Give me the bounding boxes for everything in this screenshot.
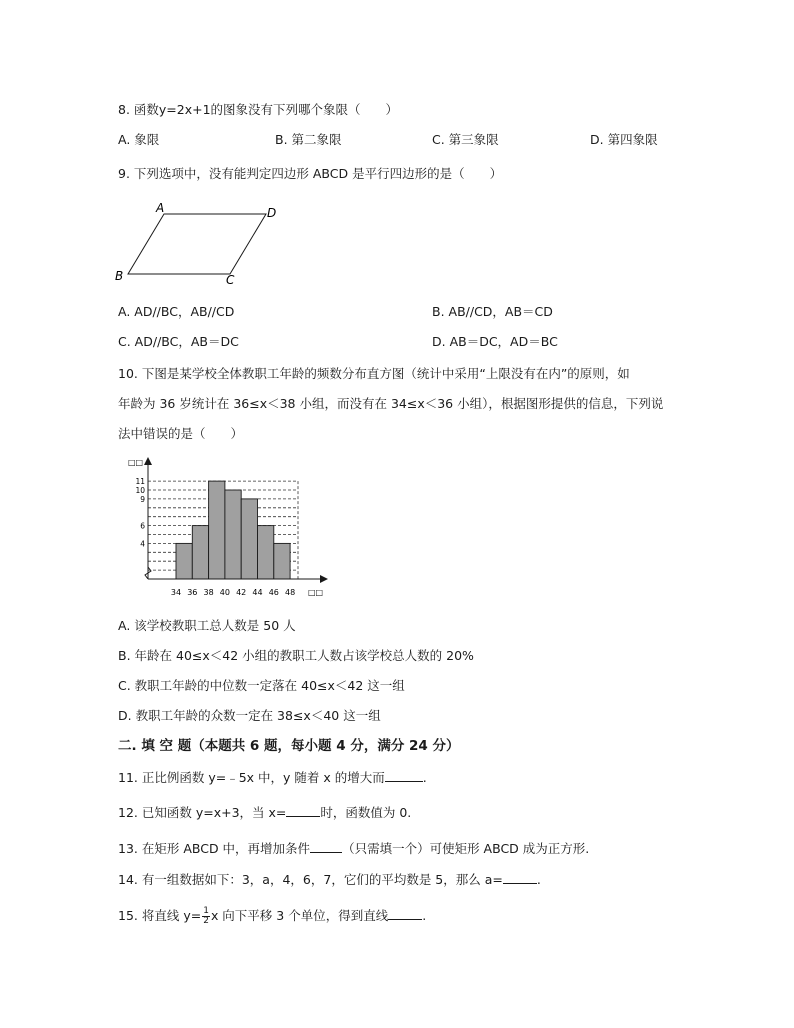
x-tick-label: 48 <box>285 588 296 597</box>
q9-option-c[interactable]: C. AD//BC，AB＝DC <box>118 334 239 349</box>
q15 <box>118 906 426 926</box>
fraction-one-half <box>202 907 210 926</box>
q13 <box>118 840 589 857</box>
x-tick-label: 42 <box>236 588 247 597</box>
vertex-label-b: B <box>115 269 124 283</box>
q11 <box>118 769 427 786</box>
q9-option-b[interactable]: B. AB//CD，AB＝CD <box>432 304 553 319</box>
q8-option-c[interactable]: C. 第三象限 <box>432 132 499 147</box>
q11-text: 11. 正比例函数 y=﹣5x 中，y 随着 x 的增大而 <box>118 770 385 785</box>
histogram-bar <box>258 526 274 579</box>
y-axis-arrow <box>144 457 152 465</box>
age-histogram <box>118 455 333 605</box>
q10-option-c[interactable]: C. 教职工年龄的中位数一定落在 40≤x＜42 这一组 <box>118 678 405 693</box>
q10-option-b[interactable]: B. 年龄在 40≤x＜42 小组的教职工人数占该学校总人数的 20% <box>118 648 474 663</box>
histogram-bar <box>225 490 241 579</box>
y-tick-label: 6 <box>140 521 145 531</box>
q12-text: 12. 已知函数 y=x+3，当 x= <box>118 805 287 820</box>
q15-answer-blank[interactable] <box>388 907 422 920</box>
q13-answer-blank[interactable] <box>310 840 342 853</box>
q14-period: . <box>536 872 541 887</box>
q15-text-mid: x 向下平移 3 个单位，得到直线 <box>210 908 389 923</box>
parallelogram-figure <box>110 198 290 290</box>
q12-answer-blank[interactable] <box>286 804 320 817</box>
q14-text: 14. 有一组数据如下：3，a，4，6，7，它们的平均数是 5，那么 a= <box>118 872 503 887</box>
q12-text-after: 时，函数值为 0. <box>320 805 412 820</box>
histogram-bar <box>241 499 257 579</box>
q8-option-a[interactable]: A. 象限 <box>118 132 160 147</box>
y-tick-label: 11 <box>135 477 145 487</box>
q9-stem: 9. 下列选项中，没有能判定四边形 ABCD 是平行四边形的是（ ） <box>118 166 503 181</box>
x-tick-label: 46 <box>268 588 279 597</box>
y-tick-label: 9 <box>140 494 145 504</box>
q13-text: 13. 在矩形 ABCD 中，再增加条件 <box>118 841 311 856</box>
q11-answer-blank[interactable] <box>385 769 423 782</box>
q10-stem-line3: 法中错误的是（ ） <box>118 426 244 441</box>
histogram-bar <box>176 543 192 579</box>
q9-option-a[interactable]: A. AD//BC，AB//CD <box>118 304 235 319</box>
x-tick-label: 38 <box>203 588 214 597</box>
q8-option-b[interactable]: B. 第二象限 <box>275 132 342 147</box>
x-axis-label: □□ <box>308 588 324 597</box>
q10-option-d[interactable]: D. 教职工年龄的众数一定在 38≤x＜40 这一组 <box>118 708 381 723</box>
y-tick-label: 10 <box>135 486 145 495</box>
q10-stem-line2: 年龄为 36 岁统计在 36≤x＜38 小组，而没有在 34≤x＜36 小组），根据图形提供的信息，下列说 <box>118 396 664 411</box>
q14 <box>118 871 541 888</box>
x-tick-label: 44 <box>252 588 263 597</box>
q13-text-after: （只需填一个）可使矩形 ABCD 成为正方形. <box>342 841 590 856</box>
histogram-bar <box>192 526 208 579</box>
fraction-denominator: 2 <box>203 916 209 926</box>
y-tick-label: 4 <box>140 539 145 549</box>
q11-period: . <box>422 770 427 785</box>
q8-stem: 8. 函数y=2x+1的图象没有下列哪个象限（ ） <box>118 102 399 117</box>
x-tick-label: 36 <box>187 588 198 597</box>
vertex-label-c: C <box>226 273 235 287</box>
q10-stem-line1: 10. 下图是某学校全体教职工年龄的频数分布直方图（统计中采用“上限没有在内”的原则，如 <box>118 366 630 381</box>
y-axis-label: □□ <box>128 458 144 467</box>
q10-option-a[interactable]: A. 该学校教职工总人数是 50 人 <box>118 618 296 633</box>
fraction-numerator: 1 <box>203 906 209 916</box>
q14-answer-blank[interactable] <box>503 871 537 884</box>
vertex-label-d: D <box>267 206 277 220</box>
x-tick-label: 40 <box>219 588 230 597</box>
histogram-bars <box>176 481 290 579</box>
parallelogram-shape <box>128 214 266 274</box>
x-tick-labels <box>171 588 295 597</box>
q8-option-d[interactable]: D. 第四象限 <box>590 132 658 147</box>
section2-heading: 二. 填 空 题（本题共 6 题，每小题 4 分，满分 24 分） <box>118 738 460 754</box>
q15-period: . <box>422 908 427 923</box>
histogram-bar <box>274 543 290 579</box>
q9-option-d[interactable]: D. AB＝DC，AD＝BC <box>432 334 558 349</box>
histogram-bar <box>209 481 225 579</box>
y-tick-labels <box>135 477 145 548</box>
q12 <box>118 804 411 821</box>
q15-text: 15. 将直线 y= <box>118 908 202 923</box>
vertex-label-a: A <box>156 201 165 215</box>
x-axis-arrow <box>320 575 328 583</box>
x-tick-label: 34 <box>170 588 182 597</box>
